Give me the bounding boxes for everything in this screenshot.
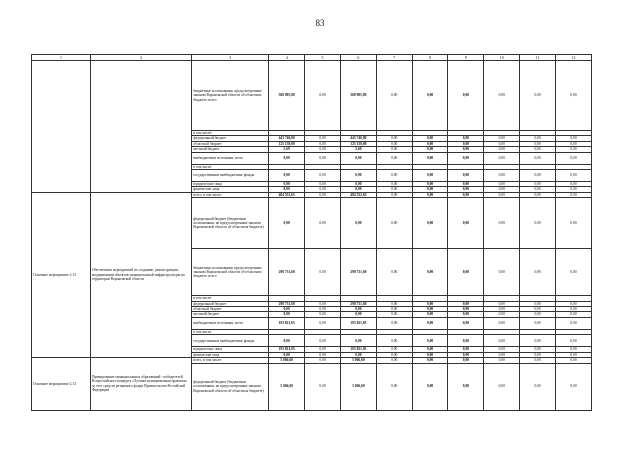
value-cell: 5,69	[269, 147, 305, 152]
value-cell: 5 066,60	[269, 358, 305, 363]
value-cell: 0,00	[340, 307, 376, 312]
value-cell: 0,00	[412, 136, 448, 141]
value-cell: 193 821,05	[269, 317, 305, 329]
value-cell: 290 731,60	[340, 301, 376, 306]
budget-table	[31, 54, 592, 411]
value-cell: 0,00	[305, 335, 341, 347]
page-number: 83	[315, 18, 325, 28]
value-cell: 0,00	[376, 335, 412, 347]
value-cell: 125 159,00	[269, 141, 305, 146]
value-cell: 0,00	[305, 301, 341, 306]
value-cell: 0,00	[520, 182, 556, 187]
value-cell: 0,00	[305, 182, 341, 187]
value-cell: 0,00	[305, 192, 341, 197]
value-cell: 0,00	[520, 347, 556, 352]
activity-code-cell: Основное мероприятие 2.12	[32, 192, 91, 357]
value-cell: 0,00	[484, 152, 520, 164]
funding-source-cell: федеральный бюджет	[192, 136, 269, 141]
value-cell: 0,00	[376, 198, 412, 249]
value-cell: 0,00	[412, 335, 448, 347]
value-cell: 0,00	[556, 307, 592, 312]
value-cell: 0,00	[269, 352, 305, 357]
funding-source-cell: внебюджетные источники, всего	[192, 317, 269, 329]
value-cell: 290 731,60	[269, 249, 305, 296]
header-cell: 4	[269, 55, 305, 61]
value-cell: 0,00	[484, 301, 520, 306]
value-cell: 0,00	[376, 301, 412, 306]
value-cell: 0,00	[520, 152, 556, 164]
value-cell: 0,00	[484, 147, 520, 152]
value-cell: 0,00	[556, 147, 592, 152]
value-cell: 0,00	[556, 358, 592, 363]
value-cell: 0,00	[412, 182, 448, 187]
value-cell: 0,00	[376, 307, 412, 312]
value-cell: 0,00	[340, 187, 376, 192]
value-cell: 0,00	[305, 312, 341, 317]
value-cell: 0,00	[556, 187, 592, 192]
value-cell: 0,00	[412, 192, 448, 197]
value-cell: 0,00	[412, 317, 448, 329]
value-cell: 0,00	[484, 61, 520, 131]
value-cell: 0,00	[520, 187, 556, 192]
value-cell: 0,00	[448, 363, 484, 410]
activity-code-cell	[32, 61, 91, 193]
value-cell: 0,00	[340, 170, 376, 182]
value-cell: 0,00	[448, 182, 484, 187]
value-cell: 0,00	[448, 136, 484, 141]
value-cell: 0,00	[556, 61, 592, 131]
value-cell: 0,00	[520, 358, 556, 363]
header-cell: 3	[192, 55, 269, 61]
value-cell: 0,00	[448, 198, 484, 249]
value-cell: 0,00	[376, 136, 412, 141]
value-cell: 0,00	[412, 301, 448, 306]
funding-source-cell: физические лица	[192, 352, 269, 357]
value-cell: 0,00	[556, 347, 592, 352]
value-cell: 0,00	[305, 147, 341, 152]
funding-source-cell: федеральный бюджет	[192, 301, 269, 306]
activity-code-cell: Основное мероприятие 2.13	[32, 358, 91, 410]
value-cell: 0,00	[305, 61, 341, 131]
value-cell: 0,00	[412, 152, 448, 164]
value-cell: 0,00	[412, 198, 448, 249]
value-cell: 0,00	[556, 363, 592, 410]
table-body	[32, 55, 592, 411]
value-cell: 193 821,05	[340, 347, 376, 352]
value-cell: 5 066,60	[340, 363, 376, 410]
value-cell: 0,00	[376, 317, 412, 329]
value-cell: 0,00	[556, 192, 592, 197]
value-cell: 484 552,65	[269, 192, 305, 197]
funding-source-cell: местный бюджет	[192, 312, 269, 317]
funding-source-cell: юридические лица	[192, 347, 269, 352]
value-cell: 0,00	[448, 192, 484, 197]
value-cell: 0,00	[376, 312, 412, 317]
funding-source-cell: бюджетные ассигнования, предусмотренные законом Воронежской области об областном бюджете, всего	[192, 249, 269, 296]
value-cell: 0,00	[305, 249, 341, 296]
value-cell: 290 731,60	[269, 301, 305, 306]
value-cell: 0,00	[484, 182, 520, 187]
value-cell: 0,00	[376, 152, 412, 164]
value-cell: 0,00	[556, 152, 592, 164]
funding-source-cell: в том числе:	[192, 131, 269, 136]
value-cell: 0,00	[448, 312, 484, 317]
header-cell: 12	[556, 55, 592, 61]
value-cell: 443 746,80	[269, 136, 305, 141]
value-cell: 125 159,00	[340, 141, 376, 146]
value-cell: 0,00	[448, 307, 484, 312]
value-cell: 0,00	[305, 358, 341, 363]
value-cell: 568 905,80	[269, 61, 305, 131]
value-cell: 0,00	[340, 352, 376, 357]
value-cell: 0,00	[412, 141, 448, 146]
value-cell: 0,00	[305, 347, 341, 352]
value-cell: 0,00	[520, 141, 556, 146]
value-cell: 0,00	[412, 347, 448, 352]
value-cell: 0,00	[520, 335, 556, 347]
funding-source-cell: в том числе:	[192, 164, 269, 169]
value-cell: 0,00	[376, 347, 412, 352]
funding-source-cell: всего, в том числе:	[192, 358, 269, 363]
value-cell: 0,00	[556, 312, 592, 317]
value-cell: 0,00	[269, 198, 305, 249]
value-cell: 0,00	[412, 170, 448, 182]
value-cell: 0,00	[412, 187, 448, 192]
value-cell: 0,00	[484, 307, 520, 312]
value-cell: 193 821,05	[340, 317, 376, 329]
value-cell: 0,00	[305, 187, 341, 192]
value-cell: 0,00	[376, 187, 412, 192]
funding-source-cell: государственные внебюджетные фонды	[192, 170, 269, 182]
value-cell: 0,00	[376, 363, 412, 410]
value-cell: 0,00	[305, 152, 341, 164]
value-cell: 0,00	[448, 249, 484, 296]
header-cell: 10	[484, 55, 520, 61]
value-cell: 484 552,65	[340, 192, 376, 197]
value-cell: 0,00	[376, 192, 412, 197]
value-cell: 0,00	[520, 192, 556, 197]
activity-description-cell: Обеспечение мероприятий по созданию, реконструкции, модернизации объектов муниципальной инфраструктуры на территории Воронежской области	[91, 192, 192, 357]
value-cell: 0,00	[412, 249, 448, 296]
value-cell: 0,00	[412, 363, 448, 410]
funding-source-cell: областной бюджет	[192, 307, 269, 312]
table-row	[32, 61, 592, 131]
value-cell: 0,00	[269, 307, 305, 312]
value-cell: 0,00	[520, 301, 556, 306]
value-cell: 0,00	[305, 198, 341, 249]
value-cell: 0,00	[484, 363, 520, 410]
value-cell: 0,00	[305, 352, 341, 357]
value-cell: 0,00	[484, 249, 520, 296]
value-cell: 0,00	[412, 312, 448, 317]
value-cell: 0,00	[484, 192, 520, 197]
value-cell: 0,00	[448, 61, 484, 131]
value-cell: 0,00	[376, 170, 412, 182]
value-cell: 0,00	[556, 317, 592, 329]
value-cell: 0,00	[448, 347, 484, 352]
value-cell: 0,00	[484, 136, 520, 141]
value-cell: 0,00	[484, 347, 520, 352]
value-cell: 0,00	[448, 352, 484, 357]
funding-source-cell: федеральный бюджет (бюджетные ассигнования, не предусмотренные законом Воронежской области об областном бюджете)	[192, 198, 269, 249]
funding-source-cell: в том числе:	[192, 329, 269, 334]
header-cell: 5	[305, 55, 341, 61]
value-cell: 0,00	[556, 170, 592, 182]
value-cell: 0,00	[520, 307, 556, 312]
value-cell: 5 066,60	[269, 363, 305, 410]
value-cell: 0,00	[556, 198, 592, 249]
value-cell: 290 731,60	[340, 249, 376, 296]
value-cell: 0,00	[484, 358, 520, 363]
value-cell: 0,00	[448, 301, 484, 306]
value-cell: 0,00	[448, 152, 484, 164]
value-cell: 0,00	[520, 61, 556, 131]
value-cell: 0,00	[448, 147, 484, 152]
value-cell: 0,00	[448, 170, 484, 182]
activity-description-cell: Премирование муниципальных образований - победителей Всероссийского конкурса «Лучшая муниципальная практика» за счет средств резервного фонда Правительства Российской Федерации	[91, 358, 192, 410]
header-cell: 6	[340, 55, 376, 61]
value-cell: 0,00	[520, 136, 556, 141]
funding-source-cell: внебюджетные источники, всего	[192, 152, 269, 164]
value-cell: 0,00	[376, 249, 412, 296]
value-cell: 0,00	[448, 141, 484, 146]
value-cell: 0,00	[269, 152, 305, 164]
value-cell: 0,00	[305, 363, 341, 410]
funding-source-cell: федеральный бюджет (бюджетные ассигнования, не предусмотренные законом Воронежской области об областном бюджете)	[192, 363, 269, 410]
value-cell: 0,00	[376, 182, 412, 187]
value-cell: 0,00	[412, 147, 448, 152]
value-cell: 0,00	[520, 312, 556, 317]
value-cell: 0,00	[484, 170, 520, 182]
value-cell: 0,00	[556, 301, 592, 306]
value-cell: 0,00	[376, 352, 412, 357]
header-cell: 9	[448, 55, 484, 61]
value-cell: 0,00	[484, 312, 520, 317]
funding-source-cell: государственные внебюджетные фонды	[192, 335, 269, 347]
value-cell: 193 821,05	[269, 347, 305, 352]
value-cell: 0,00	[484, 187, 520, 192]
value-cell: 0,00	[520, 198, 556, 249]
funding-source-cell: местный бюджет	[192, 147, 269, 152]
value-cell: 0,00	[269, 182, 305, 187]
value-cell: 0,00	[269, 335, 305, 347]
value-cell: 0,00	[556, 182, 592, 187]
value-cell: 0,00	[448, 335, 484, 347]
value-cell: 443 746,80	[340, 136, 376, 141]
value-cell: 0,00	[340, 182, 376, 187]
value-cell: 0,00	[269, 312, 305, 317]
value-cell: 0,00	[520, 249, 556, 296]
value-cell: 0,00	[412, 307, 448, 312]
header-cell: 2	[91, 55, 192, 61]
activity-description-cell	[91, 61, 192, 193]
value-cell: 0,00	[412, 358, 448, 363]
header-cell: 7	[376, 55, 412, 61]
value-cell: 0,00	[556, 352, 592, 357]
value-cell: 568 905,80	[340, 61, 376, 131]
value-cell: 0,00	[376, 358, 412, 363]
value-cell: 0,00	[484, 198, 520, 249]
value-cell: 0,00	[520, 317, 556, 329]
value-cell: 0,00	[556, 335, 592, 347]
funding-source-cell: областной бюджет	[192, 141, 269, 146]
funding-source-cell: бюджетные ассигнования, предусмотренные законом Воронежской области об областном бюджете, всего	[192, 61, 269, 131]
value-cell: 0,00	[520, 170, 556, 182]
value-cell: 0,00	[520, 363, 556, 410]
value-cell: 0,00	[412, 352, 448, 357]
value-cell: 0,00	[340, 198, 376, 249]
funding-source-cell: в том числе:	[192, 296, 269, 301]
value-cell: 0,00	[340, 152, 376, 164]
value-cell: 5,69	[340, 147, 376, 152]
value-cell: 0,00	[484, 335, 520, 347]
value-cell: 0,00	[412, 61, 448, 131]
value-cell: 0,00	[376, 147, 412, 152]
value-cell: 0,00	[269, 187, 305, 192]
value-cell: 0,00	[556, 136, 592, 141]
value-cell: 0,00	[448, 358, 484, 363]
header-cell: 8	[412, 55, 448, 61]
value-cell: 0,00	[556, 249, 592, 296]
header-cell: 1	[32, 55, 91, 61]
value-cell: 0,00	[305, 141, 341, 146]
value-cell: 0,00	[340, 335, 376, 347]
funding-source-cell: всего, в том числе:	[192, 192, 269, 197]
funding-source-cell: юридические лица	[192, 182, 269, 187]
value-cell: 0,00	[376, 141, 412, 146]
value-cell: 0,00	[305, 317, 341, 329]
value-cell: 0,00	[305, 307, 341, 312]
value-cell: 0,00	[448, 187, 484, 192]
value-cell: 5 066,60	[340, 358, 376, 363]
value-cell: 0,00	[305, 170, 341, 182]
value-cell: 0,00	[448, 317, 484, 329]
funding-source-cell: физические лица	[192, 187, 269, 192]
value-cell: 0,00	[484, 141, 520, 146]
value-cell: 0,00	[520, 352, 556, 357]
value-cell: 0,00	[376, 61, 412, 131]
value-cell: 0,00	[340, 312, 376, 317]
value-cell: 0,00	[305, 136, 341, 141]
value-cell: 0,00	[269, 170, 305, 182]
header-cell: 11	[520, 55, 556, 61]
value-cell: 0,00	[484, 317, 520, 329]
value-cell: 0,00	[484, 352, 520, 357]
value-cell: 0,00	[556, 141, 592, 146]
value-cell: 0,00	[520, 147, 556, 152]
